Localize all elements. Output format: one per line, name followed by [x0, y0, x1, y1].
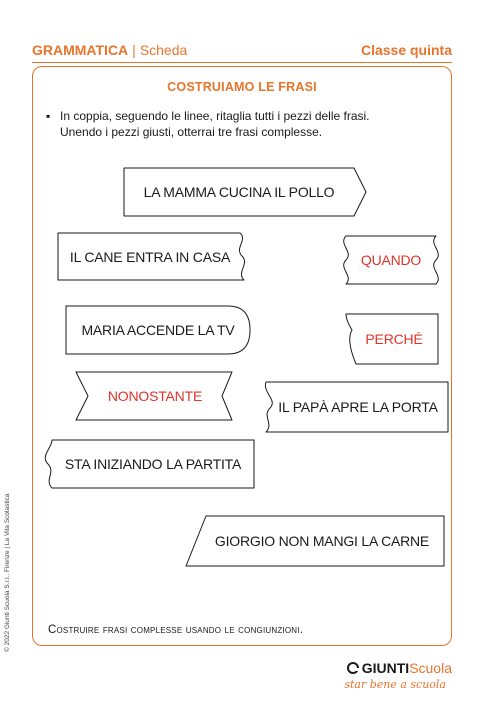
sentence-piece-9: GIORGIO NON MANGI LA CARNE — [214, 533, 430, 549]
conjunction-piece-quando: QUANDO — [360, 252, 422, 268]
publisher-logo — [332, 660, 452, 696]
instruction-line-2: Unendo i pezzi giusti, otterrai tre frasi complesse. — [60, 125, 323, 139]
learning-objective: Costruire frasi complesse usando le congiunzioni. — [48, 624, 304, 636]
conjunction-piece-perche: PERCHÉ — [365, 331, 423, 347]
bullet-icon: ▪ — [46, 109, 51, 123]
grade-label: Classe quinta — [360, 42, 452, 58]
conjunction-piece-nonostante: NONOSTANTE — [107, 388, 203, 404]
instruction-line-1: In coppia, seguendo le linee, ritaglia tutti i pezzi delle frasi. — [60, 109, 370, 123]
sheet-kind: Scheda — [139, 42, 188, 58]
logo-tagline: star bene a scuola — [344, 678, 446, 691]
worksheet-title: COSTRUIAMO LE FRASI — [167, 80, 317, 94]
sentence-piece-8: STA INIZIANDO LA PARTITA — [64, 456, 242, 472]
logo-brand-suffix: Scuola — [409, 660, 452, 676]
subject-label: GRAMMATICA — [32, 42, 129, 58]
logo-brand — [347, 660, 452, 676]
sentence-piece-7: IL PAPÀ APRE LA PORTA — [278, 399, 438, 415]
sentence-piece-4: MARIA ACCENDE LA TV — [81, 322, 235, 338]
header-separator: | — [132, 42, 136, 58]
giunti-g-icon — [347, 662, 359, 674]
sentence-piece-2: IL CANE ENTRA IN CASA — [69, 248, 231, 265]
copyright-notice: © 2022 Giunti Scuola S.r.l., Firenze | La Vita Scolastica — [4, 493, 11, 652]
sentence-piece-1: LA MAMMA CUCINA IL POLLO — [143, 184, 335, 200]
logo-brand-name: GIUNTI — [361, 660, 410, 676]
